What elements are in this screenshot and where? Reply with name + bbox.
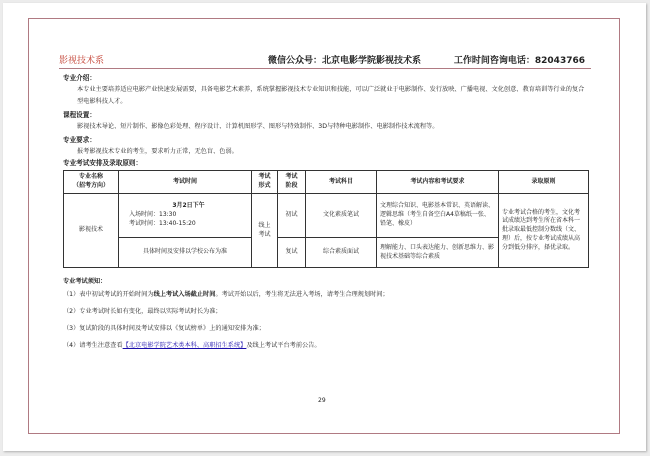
col-header-principle: 录取原则 xyxy=(499,171,589,194)
principle-cell: 专业考试合格的考生，文化考试成绩达到考生所在省本科一批录取最低控制分数线（文、理）后，按专业考试成绩从高分到低分排序，择优录取。 xyxy=(499,194,589,268)
note-item: （3）复试阶段的具体时间及考试安排以《复试榜单》上的通知安排为准； xyxy=(63,325,265,332)
wechat-account: 微信公众号：北京电影学院影视技术系 xyxy=(268,56,422,66)
major-cell: 影视技术 xyxy=(64,194,119,268)
requirement-text: 报考影视技术专业的考生，要求听力正常，无色盲、色弱。 xyxy=(77,148,238,155)
col-header-subject: 考试科目 xyxy=(306,171,377,194)
table-heading: 专业考试安排及录取原则： xyxy=(63,159,143,167)
first-exam-time-cell xyxy=(119,194,252,238)
exam-schedule-table xyxy=(63,170,589,268)
courses-text: 影视技术导论、短片制作、影像色彩处理、程序设计、计算机图形学、图形与特效制作、3D与特种电影制作、电影制作技术流程等。 xyxy=(77,123,439,130)
exam-date: 3月2日下午 xyxy=(172,202,205,210)
intro-text: 本专业主要培养适应电影产业快速发展需要，具备电影艺术素养，系统掌握影视技术专业知识和技能，可以广泛就业于电影制作、发行放映、广播电视、文化创意、教育培训等行业的复合型电影科技人才。 xyxy=(77,86,585,105)
note-item: （1）表中初试考试的开始时间为线上考试入场截止时间。考试开始以后，考生将无法进入考场，请考生合理规划时间； xyxy=(63,291,389,298)
department-title: 影视技术系 xyxy=(59,56,105,66)
entry-time: 入场时间：13:30 xyxy=(129,211,177,219)
content-cell-second: 理解能力、口头表达能力、创新思维力、影视技术基础等综合素质 xyxy=(377,238,499,268)
table-header-row xyxy=(64,171,589,194)
stage-cell-first: 初试 xyxy=(278,194,306,238)
page-number: 29 xyxy=(318,397,326,404)
notes-heading: 专业考试须知： xyxy=(63,278,107,285)
note-item: （4）请考生注意查看【北京电影学院艺术类本科、高职招生系统】及线上考试平台考前公告。 xyxy=(63,342,321,349)
page-header xyxy=(59,53,585,67)
col-header-stage: 考试 阶段 xyxy=(278,171,306,194)
col-header-time: 考试时间 xyxy=(119,171,252,194)
admission-system-link[interactable]: 【北京电影学院艺术类本科、高职招生系统】 xyxy=(122,342,247,349)
content-cell-first: 文理综合知识、电影基本常识、英语解读、逻辑思维（考生自备空白A4草稿纸一张、铅笔、橡皮） xyxy=(377,194,499,238)
col-header-content: 考试内容和考试要求 xyxy=(377,171,499,194)
header-divider xyxy=(59,68,591,69)
col-header-major: 专业名称 （招考方向） xyxy=(64,171,119,194)
exam-time: 考试时间：13:40-15:20 xyxy=(129,219,196,227)
subject-cell-second: 综合素质面试 xyxy=(306,238,377,268)
contact-phone: 工作时间咨询电话：82043766 xyxy=(453,56,585,66)
intro-heading: 专业介绍： xyxy=(63,74,96,82)
table-row xyxy=(64,194,589,238)
exam-form-cell: 线上 考试 xyxy=(252,194,278,268)
courses-heading: 课程设置： xyxy=(63,111,96,119)
requirement-heading: 专业要求： xyxy=(63,136,96,144)
col-header-form: 考试 形式 xyxy=(252,171,278,194)
note-item: （2）专业考试时长如有变化，最终以实际考试时长为准； xyxy=(63,308,222,315)
retest-time-cell: 具体时间及安排以学校公布为准 xyxy=(119,238,252,268)
subject-cell-first: 文化素质笔试 xyxy=(306,194,377,238)
stage-cell-second: 复试 xyxy=(278,238,306,268)
